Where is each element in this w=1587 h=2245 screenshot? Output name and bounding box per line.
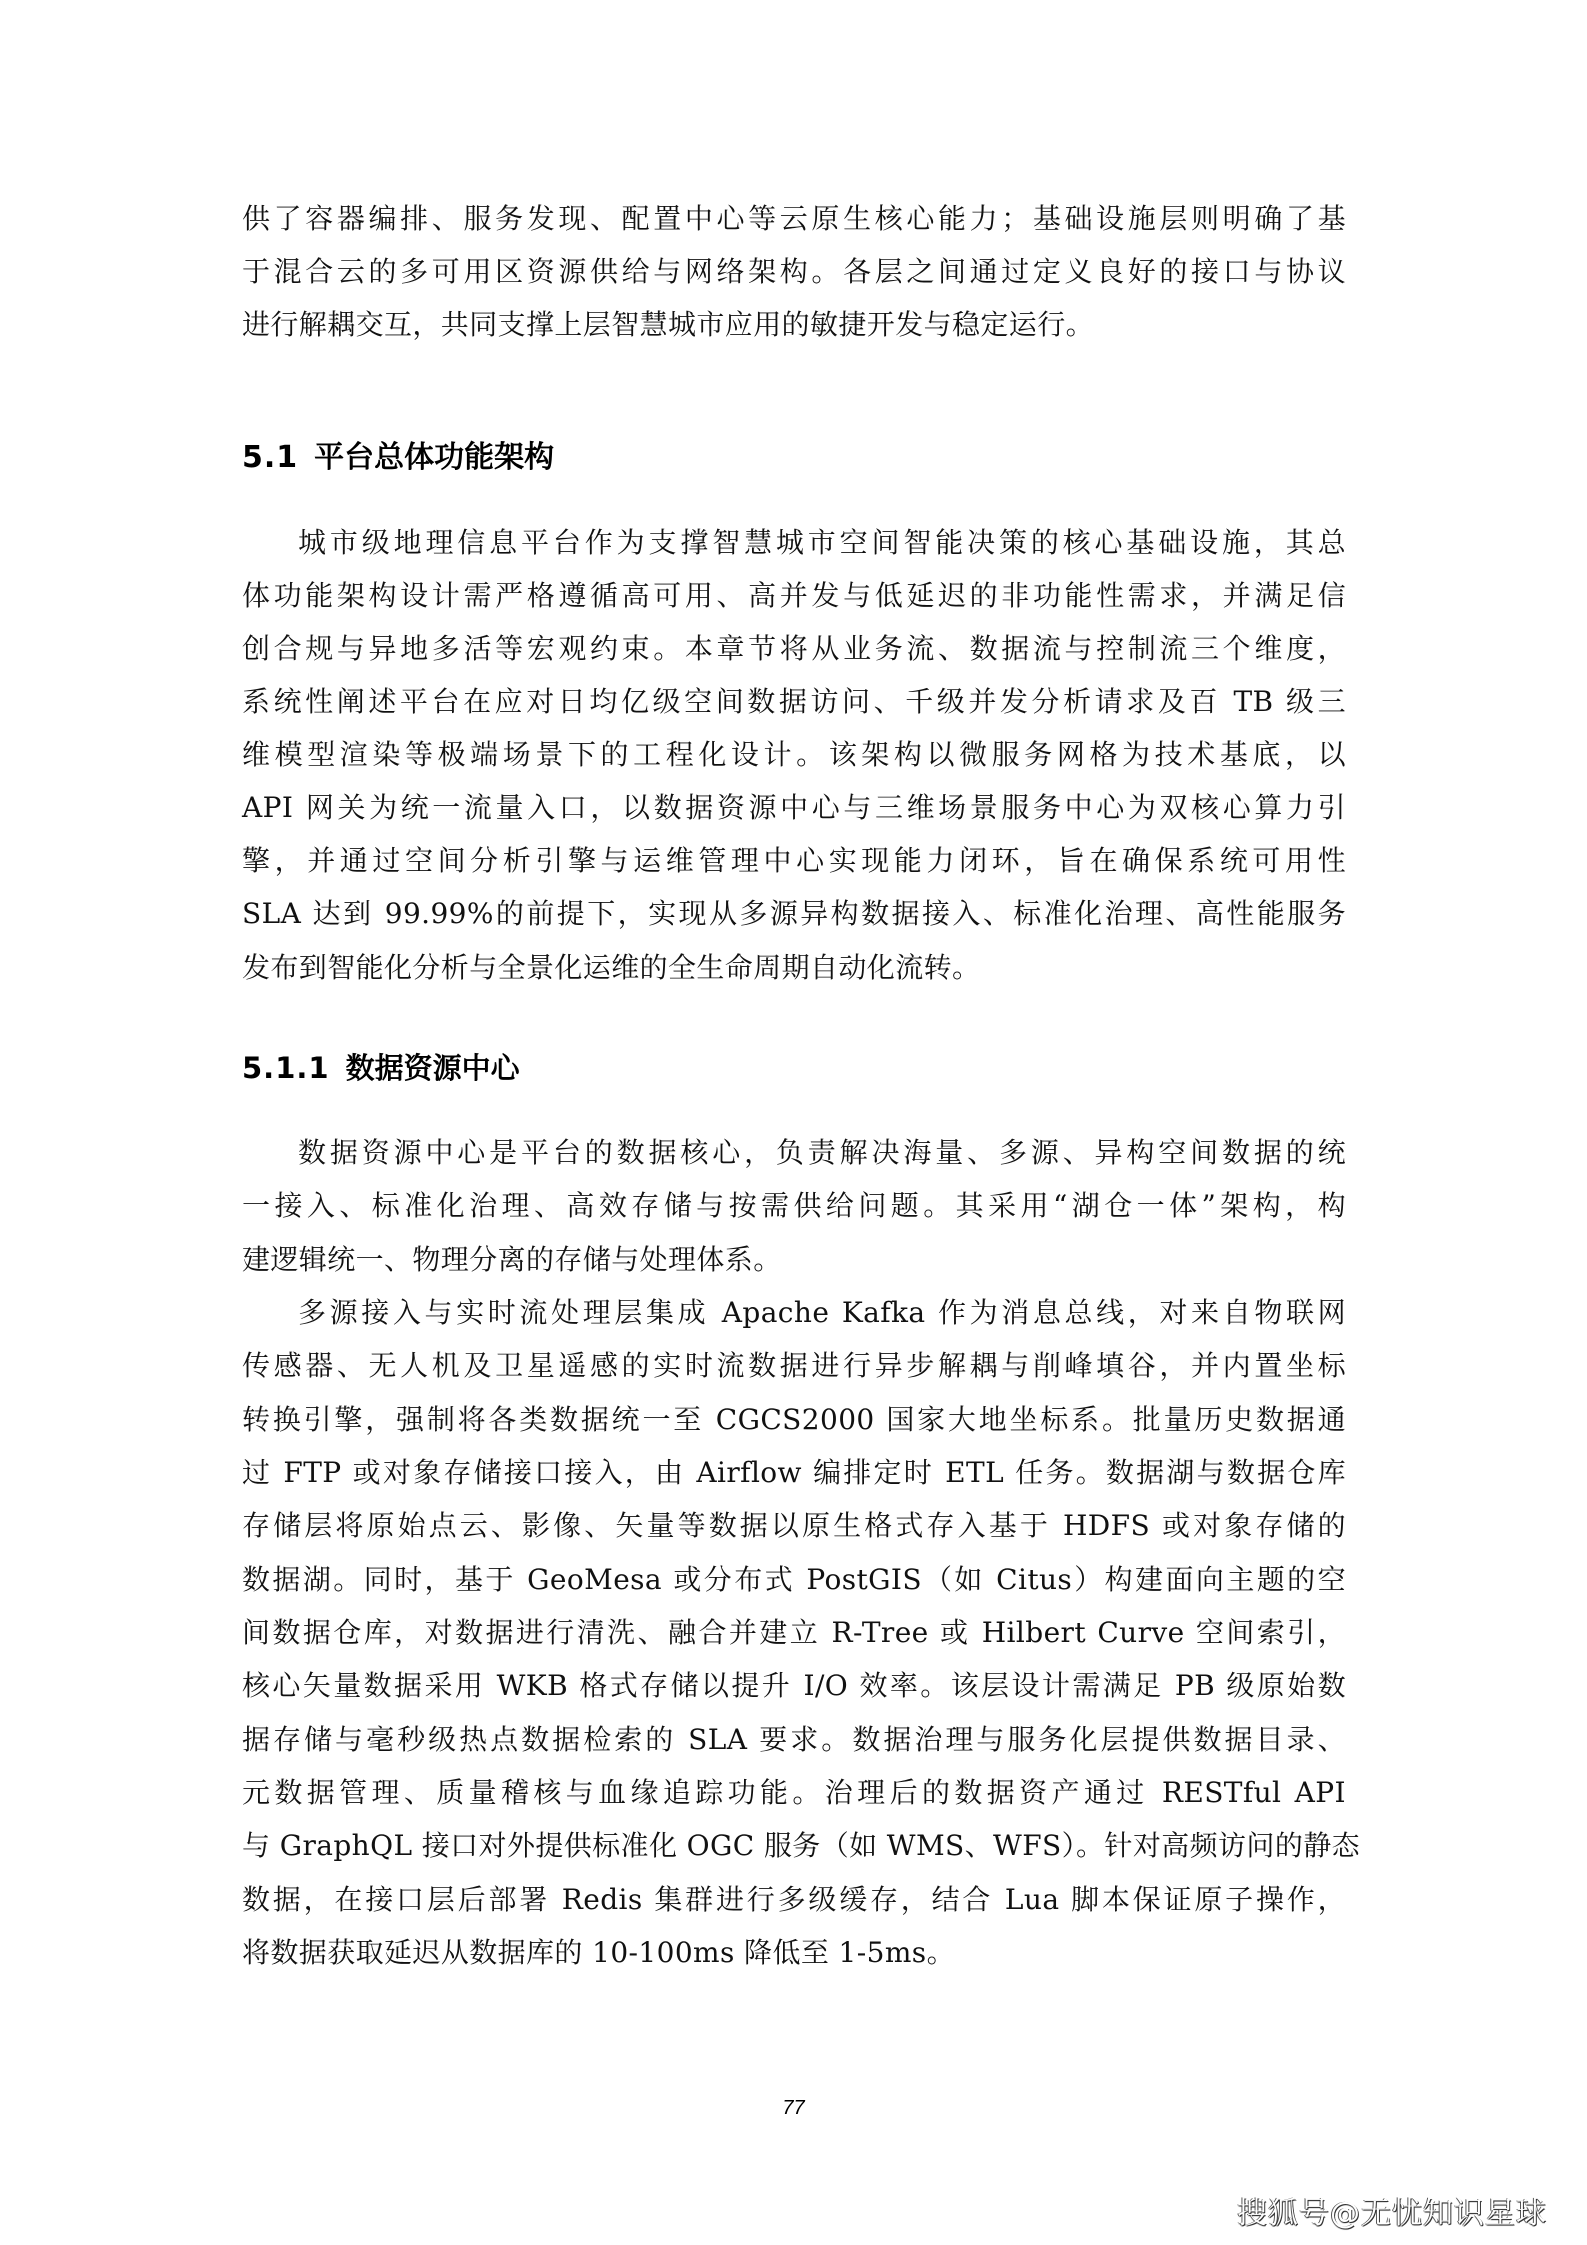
section-5-1-1-paragraph-1-line: 建逻辑统一、物理分离的存储与处理体系。 [242,1243,782,1276]
section-number: 5.1.1 [242,1051,330,1085]
section-5-1-paragraph-line: 体功能架构设计需严格遵循高可用、高并发与低延迟的非功能性需求，并满足信 [242,579,1346,612]
section-5-1-1-paragraph-2-line: 传感器、无人机及卫星遥感的实时流数据进行异步解耦与削峰填谷，并内置坐标 [242,1349,1346,1382]
section-5-1-1-paragraph-2-line: 数据湖。同时，基于 GeoMesa 或分布式 PostGIS（如 Citus）构建面向主题的空 [242,1563,1346,1596]
section-5-1-1-paragraph-2-line: 转换引擎，强制将各类数据统一至 CGCS2000 国家大地坐标系。批量历史数据通 [242,1403,1346,1436]
section-5-1-1-paragraph-1-line: 一接入、标准化治理、高效存储与按需供给问题。其采用“湖仓一体”架构，构 [242,1189,1346,1222]
section-number: 5.1 [242,440,299,475]
section-5-1-paragraph-line: 发布到智能化分析与全景化运维的全生命周期自动化流转。 [242,951,981,984]
section-5-1-1-paragraph-2-line: 过 FTP 或对象存储接口接入，由 Airflow 编排定时 ETL 任务。数据湖与数据仓库 [242,1456,1346,1489]
section-5-1-1-paragraph-2-line: 元数据管理、质量稽核与血缘追踪功能。治理后的数据资产通过 RESTful API [242,1776,1346,1809]
section-heading-5-1-1 [242,1048,520,1088]
intro-paragraph-line: 于混合云的多可用区资源供给与网络架构。各层之间通过定义良好的接口与协议 [242,255,1346,288]
section-5-1-1-paragraph-2-line: 据存储与毫秒级热点数据检索的 SLA 要求。数据治理与服务化层提供数据目录、 [242,1723,1346,1756]
section-5-1-paragraph-line: 城市级地理信息平台作为支撑智慧城市空间智能决策的核心基础设施，其总 [298,526,1346,559]
intro-paragraph-line: 供了容器编排、服务发现、配置中心等云原生核心能力；基础设施层则明确了基 [242,202,1346,235]
section-title: 数据资源中心 [345,1051,520,1085]
section-5-1-paragraph-line: API 网关为统一流量入口，以数据资源中心与三维场景服务中心为双核心算力引 [242,791,1346,824]
section-5-1-1-paragraph-2-line: 将数据获取延迟从数据库的 10-100ms 降低至 1-5ms。 [242,1936,955,1969]
section-5-1-paragraph-line: SLA 达到 99.99%的前提下，实现从多源异构数据接入、标准化治理、高性能服务 [242,897,1346,930]
section-5-1-1-paragraph-2-line: 间数据仓库，对数据进行清洗、融合并建立 R-Tree 或 Hilbert Curve 空间索引， [242,1616,1346,1649]
section-5-1-paragraph-line: 系统性阐述平台在应对日均亿级空间数据访问、千级并发分析请求及百 TB 级三 [242,685,1346,718]
section-5-1-paragraph-line: 创合规与异地多活等宏观约束。本章节将从业务流、数据流与控制流三个维度， [242,632,1346,665]
intro-paragraph-line: 进行解耦交互，共同支撑上层智慧城市应用的敏捷开发与稳定运行。 [242,308,1095,341]
section-5-1-1-paragraph-2-line: 数据，在接口层后部署 Redis 集群进行多级缓存，结合 Lua 脚本保证原子操作， [242,1883,1346,1916]
section-5-1-1-paragraph-2-line: 核心矢量数据采用 WKB 格式存储以提升 I/O 效率。该层设计需满足 PB 级原始数 [242,1669,1346,1702]
section-5-1-1-paragraph-2-line: 存储层将原始点云、影像、矢量等数据以原生格式存入基于 HDFS 或对象存储的 [242,1509,1346,1542]
section-5-1-1-paragraph-1-line: 数据资源中心是平台的数据核心，负责解决海量、多源、异构空间数据的统 [298,1136,1346,1169]
section-heading-5-1 [242,438,554,478]
watermark: 搜狐号@无忧知识星球 [1237,2196,1547,2231]
section-5-1-1-paragraph-2-line: 多源接入与实时流处理层集成 Apache Kafka 作为消息总线，对来自物联网 [298,1296,1346,1329]
section-5-1-paragraph-line: 擎，并通过空间分析引擎与运维管理中心实现能力闭环，旨在确保系统可用性 [242,844,1346,877]
page-number: 77 [782,2097,805,2119]
section-5-1-1-paragraph-2-line: 与 GraphQL 接口对外提供标准化 OGC 服务（如 WMS、WFS）。针对高频访问的静态 [242,1829,1361,1862]
section-title: 平台总体功能架构 [314,440,555,475]
section-5-1-paragraph-line: 维模型渲染等极端场景下的工程化设计。该架构以微服务网格为技术基底，以 [242,738,1346,771]
